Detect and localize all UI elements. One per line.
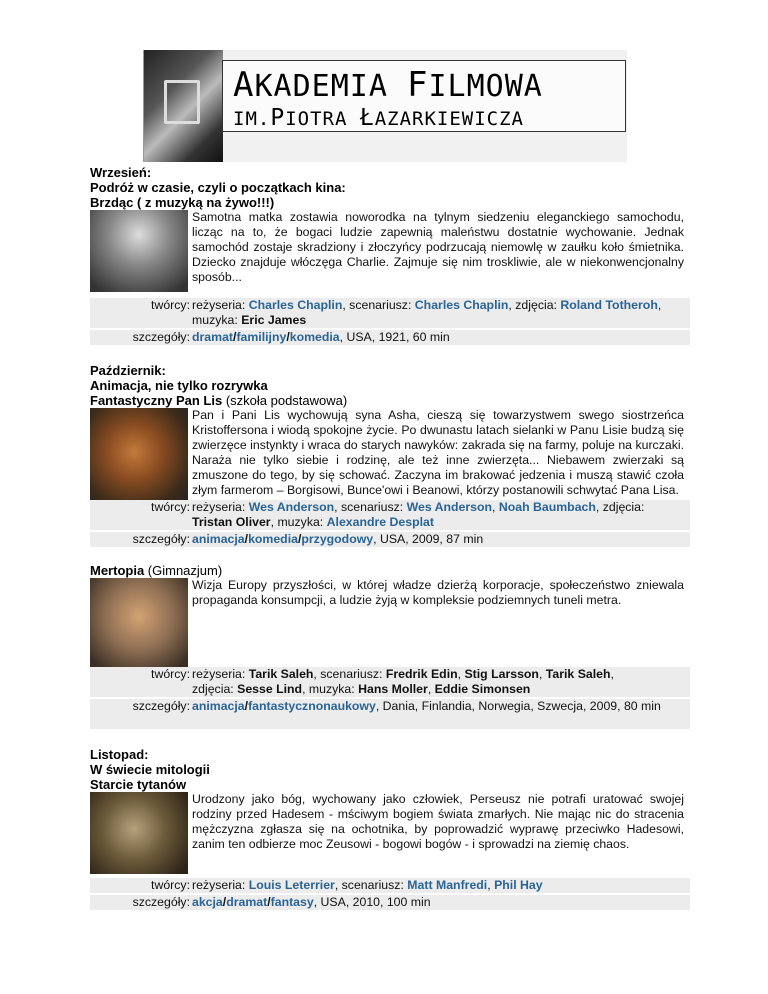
film-description: Wizja Europy przyszłości, w której władze dzierżą korporacje, społeczeństwo zniewala propaganda konsumpcji, a ludzie żyją w kompleksie podziemnych tuneli metra. [192, 578, 684, 607]
film-poster[interactable] [90, 210, 188, 292]
person-link[interactable]: Tarik Saleh [545, 667, 611, 681]
creators-value: reżyseria: Charles Chaplin, scenariusz: Charles Chaplin, zdjęcia: Roland Totheroh, muzyka: Eric James [192, 298, 662, 327]
genre-link[interactable]: familijny [236, 330, 287, 344]
person-link[interactable]: Phil Hay [494, 878, 543, 892]
logo-title: AKADEMIA FILMOWA [233, 65, 543, 105]
genre-link[interactable]: komedia [289, 330, 340, 344]
person-link[interactable]: Tarik Saleh [248, 667, 314, 681]
details-label: szczegóły: [132, 699, 190, 713]
film-poster[interactable] [90, 408, 188, 506]
creators-label: twórcy: [151, 667, 190, 681]
genre-link[interactable]: akcja [192, 895, 223, 909]
person-link[interactable]: Roland Totheroh [560, 298, 658, 312]
details-value: akcja/dramat/fantasy, USA, 2010, 100 min [192, 895, 431, 909]
person-link[interactable]: Eddie Simonsen [434, 682, 531, 696]
hands-frame-photo [143, 50, 223, 162]
genre-link[interactable]: animacja [192, 532, 245, 546]
film-description: Samotna matka zostawia noworodka na tylnym siedzeniu eleganckiego samochodu, licząc na to, że bogaci ludzie zapewnią maleństwu dostatnie wychowanie. Jednak samochód zostaje skradziony i złoczyńcy podrzucają niemowlę w zaułku koło śmietnika. Dziecko znajduje włóczęga Charlie. Zajmuje się nim troskliwie, ale w niekonwencjonalny sposób... [192, 210, 684, 284]
person-link[interactable]: Sesse Lind [237, 682, 303, 696]
logo-subtitle: IM.PIOTRA ŁAZARKIEWICZA [233, 105, 524, 131]
details-label: szczegóły: [132, 330, 190, 344]
genre-link[interactable]: fantastycznonaukowy [248, 699, 376, 713]
creators-row [90, 298, 690, 328]
details-value: animacja/fantastycznonaukowy, Dania, Finlandia, Norwegia, Szwecja, 2009, 80 min [192, 699, 661, 713]
person-link[interactable]: Charles Chaplin [248, 298, 343, 312]
person-link[interactable]: Stig Larsson [464, 667, 539, 681]
film-title[interactable]: Starcie tytanów [90, 777, 187, 792]
genre-link[interactable]: dramat [226, 895, 268, 909]
genre-link[interactable]: komedia [248, 532, 298, 546]
person-link[interactable]: Noah Baumbach [498, 500, 596, 514]
details-value: dramat/familijny/komedia, USA, 1921, 60 min [192, 330, 450, 344]
details-row [90, 895, 690, 910]
genre-link[interactable]: przygodowy [301, 532, 374, 546]
month-heading: Wrzesień: [90, 165, 152, 180]
genre-link[interactable]: animacja [192, 699, 245, 713]
month-heading: Październik: [90, 363, 166, 378]
film-title[interactable]: Fantastyczny Pan Lis [90, 393, 223, 408]
details-value: animacja/komedia/przygodowy, USA, 2009, 87 min [192, 532, 484, 546]
creators-row [90, 667, 690, 697]
person-link[interactable]: Charles Chaplin [414, 298, 509, 312]
header-banner [143, 50, 627, 162]
film-poster[interactable] [90, 578, 188, 674]
film-title[interactable]: Brzdąc ( z muzyką na żywo!!!) [90, 195, 275, 210]
genre-link[interactable]: dramat [192, 330, 234, 344]
person-link[interactable]: Fredrik Edin [385, 667, 458, 681]
person-link[interactable]: Wes Anderson [248, 500, 335, 514]
film-description: Pan i Pani Lis wychowują syna Asha, cieszą się towarzystwem swego siostrzeńca Kristoffersona i wiodą spokojne życie. Po dwunastu latach sielanki w Panu Lisie budzą się zwierzęce instynkty i wraca do starych nawyków: zakrada się na farmy, poluje na kurczaki. Naraża nie tylko siebie i rodzinę, ale też inne zwierzęta... Niebawem zwierzaki są zmuszone do tego, by się schować. Zaczyna im brakować jedzenia i muszą stawić czoła złym farmerom – Borgisowi, Bunce'owi i Beanowi, którzy postanowili schwytać Pana Lisa. [192, 408, 684, 497]
creators-label: twórcy: [151, 878, 190, 892]
person-link[interactable]: Matt Manfredi [407, 878, 488, 892]
creators-label: twórcy: [151, 500, 190, 514]
details-row [90, 699, 690, 729]
theme-heading: Podróż w czasie, czyli o początkach kina: [90, 180, 346, 195]
film-poster[interactable] [90, 792, 188, 874]
month-heading: Listopad: [90, 747, 149, 762]
person-link[interactable]: Louis Leterrier [248, 878, 335, 892]
film-description: Urodzony jako bóg, wychowany jako człowiek, Perseusz nie potrafi uratować swojej rodziny przed Hadesem - mściwym bogiem świata zmarłych. Nie mając nic do stracenia mężczyzna zgłasza się na ochotnika, by poprowadzić wyprawę przeciwko Hadesowi, zanim ten odbierze moc Zeusowi - bogowi bogów - i sprowadzi na ziemię chaos. [192, 792, 684, 851]
film-title-line: Fantastyczny Pan Lis (szkoła podstawowa) [90, 393, 348, 408]
creators-value: reżyseria: Louis Leterrier, scenariusz: Matt Manfredi, Phil Hay [192, 878, 543, 892]
person-link[interactable]: Alexandre Desplat [326, 515, 434, 529]
creators-row [90, 878, 690, 893]
genre-link[interactable]: fantasy [270, 895, 314, 909]
details-row [90, 532, 690, 547]
details-label: szczegóły: [132, 895, 190, 909]
person-link[interactable]: Hans Moller [358, 682, 428, 696]
person-link[interactable]: Wes Anderson [406, 500, 493, 514]
creators-value: reżyseria: Wes Anderson, scenariusz: Wes Anderson, Noah Baumbach, zdjęcia: Tristan Oliver, muzyka: Alexandre Desplat [192, 500, 645, 529]
theme-heading: W świecie mitologii [90, 762, 210, 777]
logo-box [222, 60, 626, 132]
creators-label: twórcy: [151, 298, 190, 312]
film-title-line: Mertopia (Gimnazjum) [90, 563, 223, 578]
creators-row [90, 500, 690, 530]
theme-heading: Animacja, nie tylko rozrywka [90, 378, 268, 393]
details-label: szczegóły: [132, 532, 190, 546]
film-title[interactable]: Mertopia [90, 563, 145, 578]
creators-value: reżyseria: Tarik Saleh, scenariusz: Fredrik Edin, Stig Larsson, Tarik Saleh, zdjęcia: Sesse Lind, muzyka: Hans Moller, Eddie Simonsen [192, 667, 614, 696]
details-row [90, 330, 690, 345]
